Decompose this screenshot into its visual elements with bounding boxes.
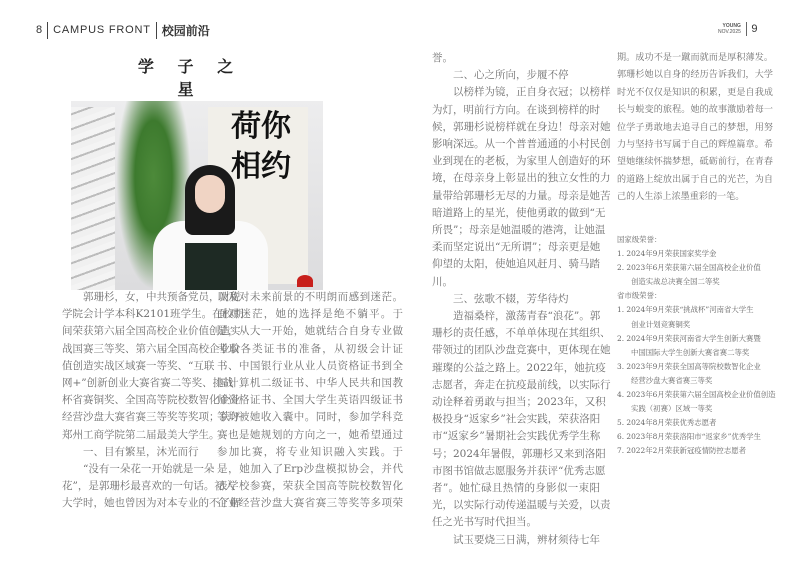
text-column-2 bbox=[217, 289, 403, 513]
text-line: 长与蜕变的旅程。她的故事激励着每一 bbox=[617, 105, 773, 116]
award-item: 1. 2024年9月荣获国家奖学金 bbox=[617, 249, 717, 259]
divider bbox=[746, 22, 748, 36]
divider bbox=[47, 22, 48, 39]
text-line: 网+”创新创业大赛省赛二等奖、挑战 bbox=[62, 377, 234, 390]
page-number: 9 bbox=[751, 23, 758, 35]
face bbox=[195, 175, 225, 213]
text-line: 誉。 bbox=[432, 52, 453, 64]
section-name-en: CAMPUS FRONT bbox=[53, 24, 151, 36]
text-line: 业到现在的老板，为家里人创造好的环 bbox=[432, 155, 611, 168]
text-line: 量带给郭珊杉无尽的力量。母亲是她苦 bbox=[432, 189, 611, 202]
text-line: 表学校参赛，荣获全国高等院校数智化 bbox=[217, 480, 403, 493]
text-line: 参加比赛，将专业知识融入实践。于 bbox=[217, 445, 403, 458]
text-line: 考取各类证书的准备，从初级会计证 bbox=[217, 342, 403, 355]
text-line: 川。 bbox=[432, 275, 453, 288]
text-line: 造福桑梓，激荡青春“浪花”。郭 bbox=[453, 310, 601, 323]
text-line: 境，在母亲身上彰显出的独立女性的力 bbox=[432, 172, 611, 185]
text-line: 柔而坚定说出“无所谓”；母亲更是她 bbox=[432, 241, 601, 254]
text-line: 是，她加入了Erp沙盘模拟协会，并代 bbox=[217, 463, 403, 476]
red-ornament bbox=[297, 275, 313, 287]
text-line: 国计算机二级证书、中华人民共和国教 bbox=[217, 377, 403, 390]
award-item: 5. 2024年8月荣获优秀志愿者 bbox=[617, 418, 717, 428]
text-column-1 bbox=[62, 289, 244, 513]
award-item: 省市级荣誉： bbox=[617, 291, 662, 301]
text-line: 暗道路上的星光，使他勇敢的做到“无 bbox=[432, 206, 606, 219]
text-line: 值创造实战区域赛一等奖、“互联 bbox=[62, 359, 215, 372]
award-item: 2. 2024年9月荣获河南省大学生创新大赛暨 bbox=[617, 333, 761, 343]
text-line: 试玉要烧三日满，辨材须待七年 bbox=[453, 533, 600, 546]
text-line: 等均被她收入囊中。同时，参加学科竞 bbox=[217, 411, 403, 424]
issue-label bbox=[718, 23, 741, 35]
text-line: 一、目有繁星，沐光而行 bbox=[83, 445, 199, 458]
text-line: 己的人生添上浓墨重彩的一笔。 bbox=[617, 192, 745, 203]
text-line: 市图书馆做志愿服务并获评“优秀志愿 bbox=[432, 464, 606, 477]
award-item: 4. 2023年6月荣获第六届全国高校企业价值创造 bbox=[617, 390, 776, 400]
vest bbox=[185, 243, 237, 290]
text-line: 企业经营沙盘大赛省赛三等奖等多项荣 bbox=[217, 497, 403, 510]
text-line: 面对迷茫，她的选择是绝不躺平。于 bbox=[217, 308, 403, 321]
text-line: 郭珊杉她以自身的经历告诉我们，大学 bbox=[617, 70, 773, 81]
text-line: 影响深远。从一个普普通通的小村民创 bbox=[432, 138, 611, 151]
page-number: 8 bbox=[36, 24, 43, 36]
article-title: 学 子 之 星 bbox=[137, 57, 243, 99]
text-line: 市“返家乡”暑期社会实践优秀学生称 bbox=[432, 430, 601, 443]
student-photo bbox=[71, 101, 323, 290]
banner-text: 荷你相约 bbox=[231, 109, 291, 184]
award-item: 国家级荣誉： bbox=[617, 235, 662, 244]
page-header-left bbox=[36, 22, 210, 38]
text-line: 郑州工商学院第二届最美大学生。 bbox=[62, 428, 220, 441]
award-item: 中国国际大学生创新大赛省赛二等奖 bbox=[631, 347, 750, 357]
text-line: 经营沙盘大赛省赛三等奖等奖项；获评 bbox=[62, 411, 241, 424]
text-line: 学院会计学本科K2101班学生。在校期 bbox=[62, 308, 244, 321]
award-item: 3. 2023年9月荣获全国高等院校数智化企业 bbox=[617, 361, 761, 371]
text-line: “没有一朵花一开始就是一朵 bbox=[83, 463, 215, 476]
text-column-3 bbox=[432, 50, 611, 549]
text-line: 仰望的太阳，使她追风赶月、骑马踏 bbox=[432, 258, 600, 271]
award-item: 2. 2023年6月荣获第六届全国高校企业价值 bbox=[617, 263, 761, 273]
text-line: 动诠释着勇敢与担当；2023年，又积 bbox=[432, 396, 606, 409]
text-line: 的道路上绽放出属于自己的光芒，为自 bbox=[617, 174, 773, 185]
text-line: 候，郭珊杉说榜样就在身边！母亲对她 bbox=[432, 120, 611, 133]
issue-date: NOV.2025 bbox=[718, 29, 741, 35]
text-line: 大学时，她也曾因为对本专业的不了解 bbox=[62, 497, 241, 510]
text-line: 光，以实际行动传递温暖与关爱，以责 bbox=[432, 499, 611, 512]
student-portrait bbox=[153, 165, 268, 290]
text-line: 位学子勇敢地去追寻自己的梦想，用努 bbox=[617, 122, 773, 133]
award-item: 创造实战总决赛全国二等奖 bbox=[631, 277, 720, 287]
text-line: 花”，是郭珊杉最喜欢的一句话。初入 bbox=[62, 480, 236, 493]
text-line: 以榜样为镜，正自身衣冠；以榜样 bbox=[453, 86, 611, 99]
award-item: 经营沙盘大赛省赛三等奖 bbox=[631, 375, 713, 385]
text-line: 以及对未来前景的不明朗而感到迷茫。 bbox=[217, 291, 403, 303]
text-line: 璀璨的公益之路上。2022年，她抗疫 bbox=[432, 361, 606, 374]
divider bbox=[156, 22, 157, 39]
magazine-name: YOUNG bbox=[722, 23, 741, 29]
text-line: 所畏”；母亲是她温暖的港湾，让她温 bbox=[432, 224, 606, 237]
section-name-cn: 校园前沿 bbox=[161, 23, 210, 38]
text-line: 二、心之所向，步履不停 bbox=[453, 69, 569, 82]
award-item: 实践（初赛）区域一等奖 bbox=[631, 404, 713, 414]
text-line: 期。成功不是一蹴而就而是厚积薄发。 bbox=[617, 53, 773, 63]
text-line: 志愿者，奔走在抗疫最前线，以实际行 bbox=[432, 378, 611, 391]
text-line: 者”。她忙碌且热情的身影似一束阳 bbox=[432, 482, 600, 495]
text-line: 力与坚持书写属于自己的辉煌篇章。希 bbox=[617, 140, 773, 151]
text-line: 为灯，明前行方向。在谈到榜样的时 bbox=[432, 103, 600, 116]
text-line: 师资格证书、全国大学生英语四级证书 bbox=[217, 394, 403, 407]
text-line: 珊杉的责任感，不单单体现在其组织、 bbox=[432, 327, 611, 340]
text-line: 三、弦歌不辍，芳华待灼 bbox=[453, 292, 569, 305]
text-line: 望她继续怀揣梦想，砥砺前行，在青春 bbox=[617, 157, 773, 168]
text-line: 时光不仅仅是知识的积累，更是自我成 bbox=[617, 87, 773, 98]
text-line: 战国赛三等奖、第六届全国高校企业价 bbox=[62, 342, 241, 355]
text-line: 书、中国银行业从业人员资格证书到全 bbox=[217, 359, 403, 372]
text-line: 号；2024年暑假，郭珊杉又来到洛阳 bbox=[432, 447, 606, 460]
text-line: 任之光书写时代担当。 bbox=[432, 516, 537, 529]
text-line: 赛也是她规划的方向之一，她希望通过 bbox=[217, 428, 403, 441]
text-line: 带领过的团队沙盘竞赛中，更体现在她 bbox=[432, 344, 611, 357]
award-item: 6. 2023年8月荣获洛阳市“返家乡”优秀学生 bbox=[617, 432, 761, 442]
awards-list bbox=[617, 233, 787, 459]
award-item: 7. 2022年2月荣获新冠疫情防控志愿者 bbox=[617, 446, 746, 456]
calligraphy-scroll bbox=[71, 107, 115, 290]
page-header-right bbox=[718, 22, 758, 36]
text-line: 极投身“返家乡”社会实践，荣获洛阳 bbox=[432, 413, 601, 426]
award-item: 1. 2024年9月荣获“挑战杯”河南省大学生 bbox=[617, 305, 754, 315]
text-column-4 bbox=[617, 50, 773, 207]
text-line: 间荣获第六届全国高校企业价值创造实 bbox=[62, 325, 241, 338]
text-line: 郭珊杉，女，中共预备党员，财税 bbox=[83, 291, 241, 303]
text-line: 杯省赛铜奖、全国高等院校数智化企业 bbox=[62, 394, 241, 407]
text-line: 是，从大一开始，她就结合自身专业做 bbox=[217, 325, 403, 338]
award-item: 创业计划竞赛铜奖 bbox=[631, 319, 691, 329]
